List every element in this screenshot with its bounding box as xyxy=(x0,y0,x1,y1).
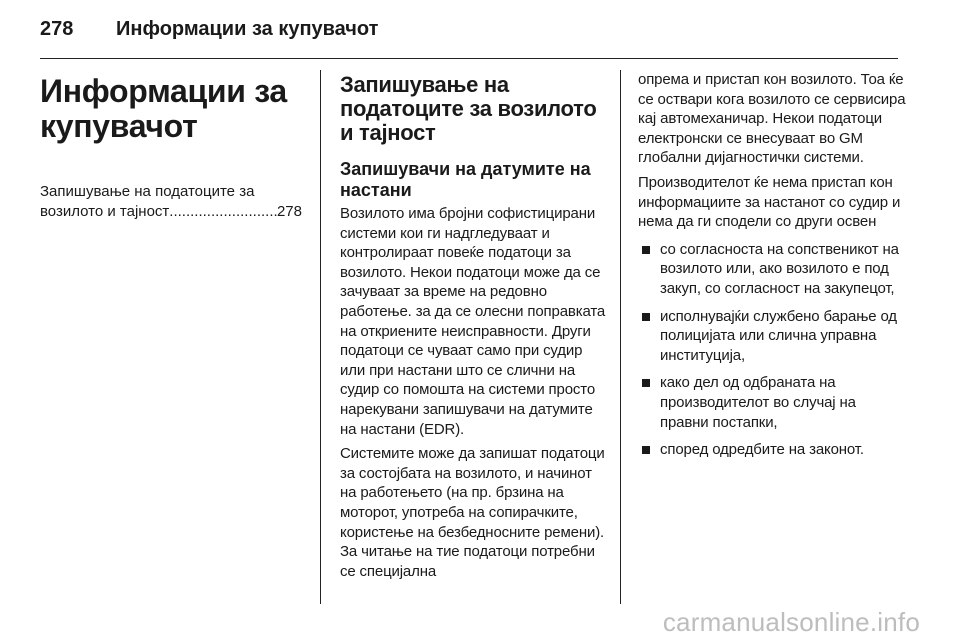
list-item-text: како дел од одбраната на производителот во случај на правни постапки, xyxy=(660,374,856,431)
list-item-text: со согласноста на сопственикот на возилото или, ако возилото е под закуп, со согласност на закупецот, xyxy=(660,240,899,297)
header-rule xyxy=(40,58,898,59)
list-item-text: според одредбите на законот. xyxy=(660,441,864,459)
square-bullet-icon xyxy=(642,313,650,321)
square-bullet-icon xyxy=(642,246,650,254)
toc-entry-line2 xyxy=(40,202,302,222)
list-item-text: исполнувајќи службено барање од полицијата или слична управна институција, xyxy=(660,307,897,364)
disclosure-list xyxy=(638,240,908,460)
paragraph-disclosure: Производителот ќе нема пристап кон информациите за настанот со судир и нема да ги сподели со други освен xyxy=(638,173,901,231)
square-bullet-icon xyxy=(642,446,650,454)
chapter-title-line1: Информации за xyxy=(40,73,287,109)
list-item xyxy=(638,440,908,460)
chapter-title xyxy=(40,74,302,144)
toc-entry-text: возилото и тајност xyxy=(40,203,170,220)
watermark: carmanualsonline.info xyxy=(662,607,920,637)
toc-leader-dots xyxy=(169,202,277,222)
column-3 xyxy=(638,70,908,460)
column-divider-1 xyxy=(320,70,321,604)
paragraph-edr-intro: Возилото има бројни софистицирани системи кои ги надгледуваат и контролираат повеќе податоци за возилото. Некои податоци може да се зачуваат за време на редовно работење. за да се олесни поправката на откриените неисправности. Други податоци се чуваат само при судир или при настани што се слични на судир со помошта на системи просто нарекувани запишувачи на датумите на настани (EDR). xyxy=(340,205,606,438)
chapter-title-line2: купувачот xyxy=(40,108,198,144)
subsection-title: Запишувачи на датумите на настани xyxy=(340,159,591,200)
list-item xyxy=(638,373,908,432)
page-header xyxy=(40,14,378,44)
column-divider-2 xyxy=(620,70,621,604)
square-bullet-icon xyxy=(642,379,650,387)
section-title: Запишување на податоците за возилото и тајност xyxy=(340,72,597,145)
list-item xyxy=(638,240,908,299)
paragraph-edr-data: Системите може да запишат податоци за состојбата на возилото, и начинот на работењето (на пр. брзина на моторот, употреба на сопирачките, користење на безбедносните ремени). За читање на тие податоци потребни се специјална xyxy=(340,445,605,580)
list-item xyxy=(638,307,908,366)
column-1 xyxy=(40,70,302,222)
toc-entry-line1: Запишување на податоците за xyxy=(40,183,255,200)
toc-entry[interactable] xyxy=(40,182,302,222)
paragraph-access: опрема и пристап кон возилото. Тоа ќе се оствари кога возилото се сервисира кај автомеханичар. Некои податоци електронски се внесуваат во GM глобални дијагностички системи. xyxy=(638,71,906,167)
running-title: Информации за купувачот xyxy=(116,17,379,40)
toc-page-number: 278 xyxy=(276,203,302,220)
column-2 xyxy=(340,70,606,581)
page-number: 278 xyxy=(40,17,74,40)
